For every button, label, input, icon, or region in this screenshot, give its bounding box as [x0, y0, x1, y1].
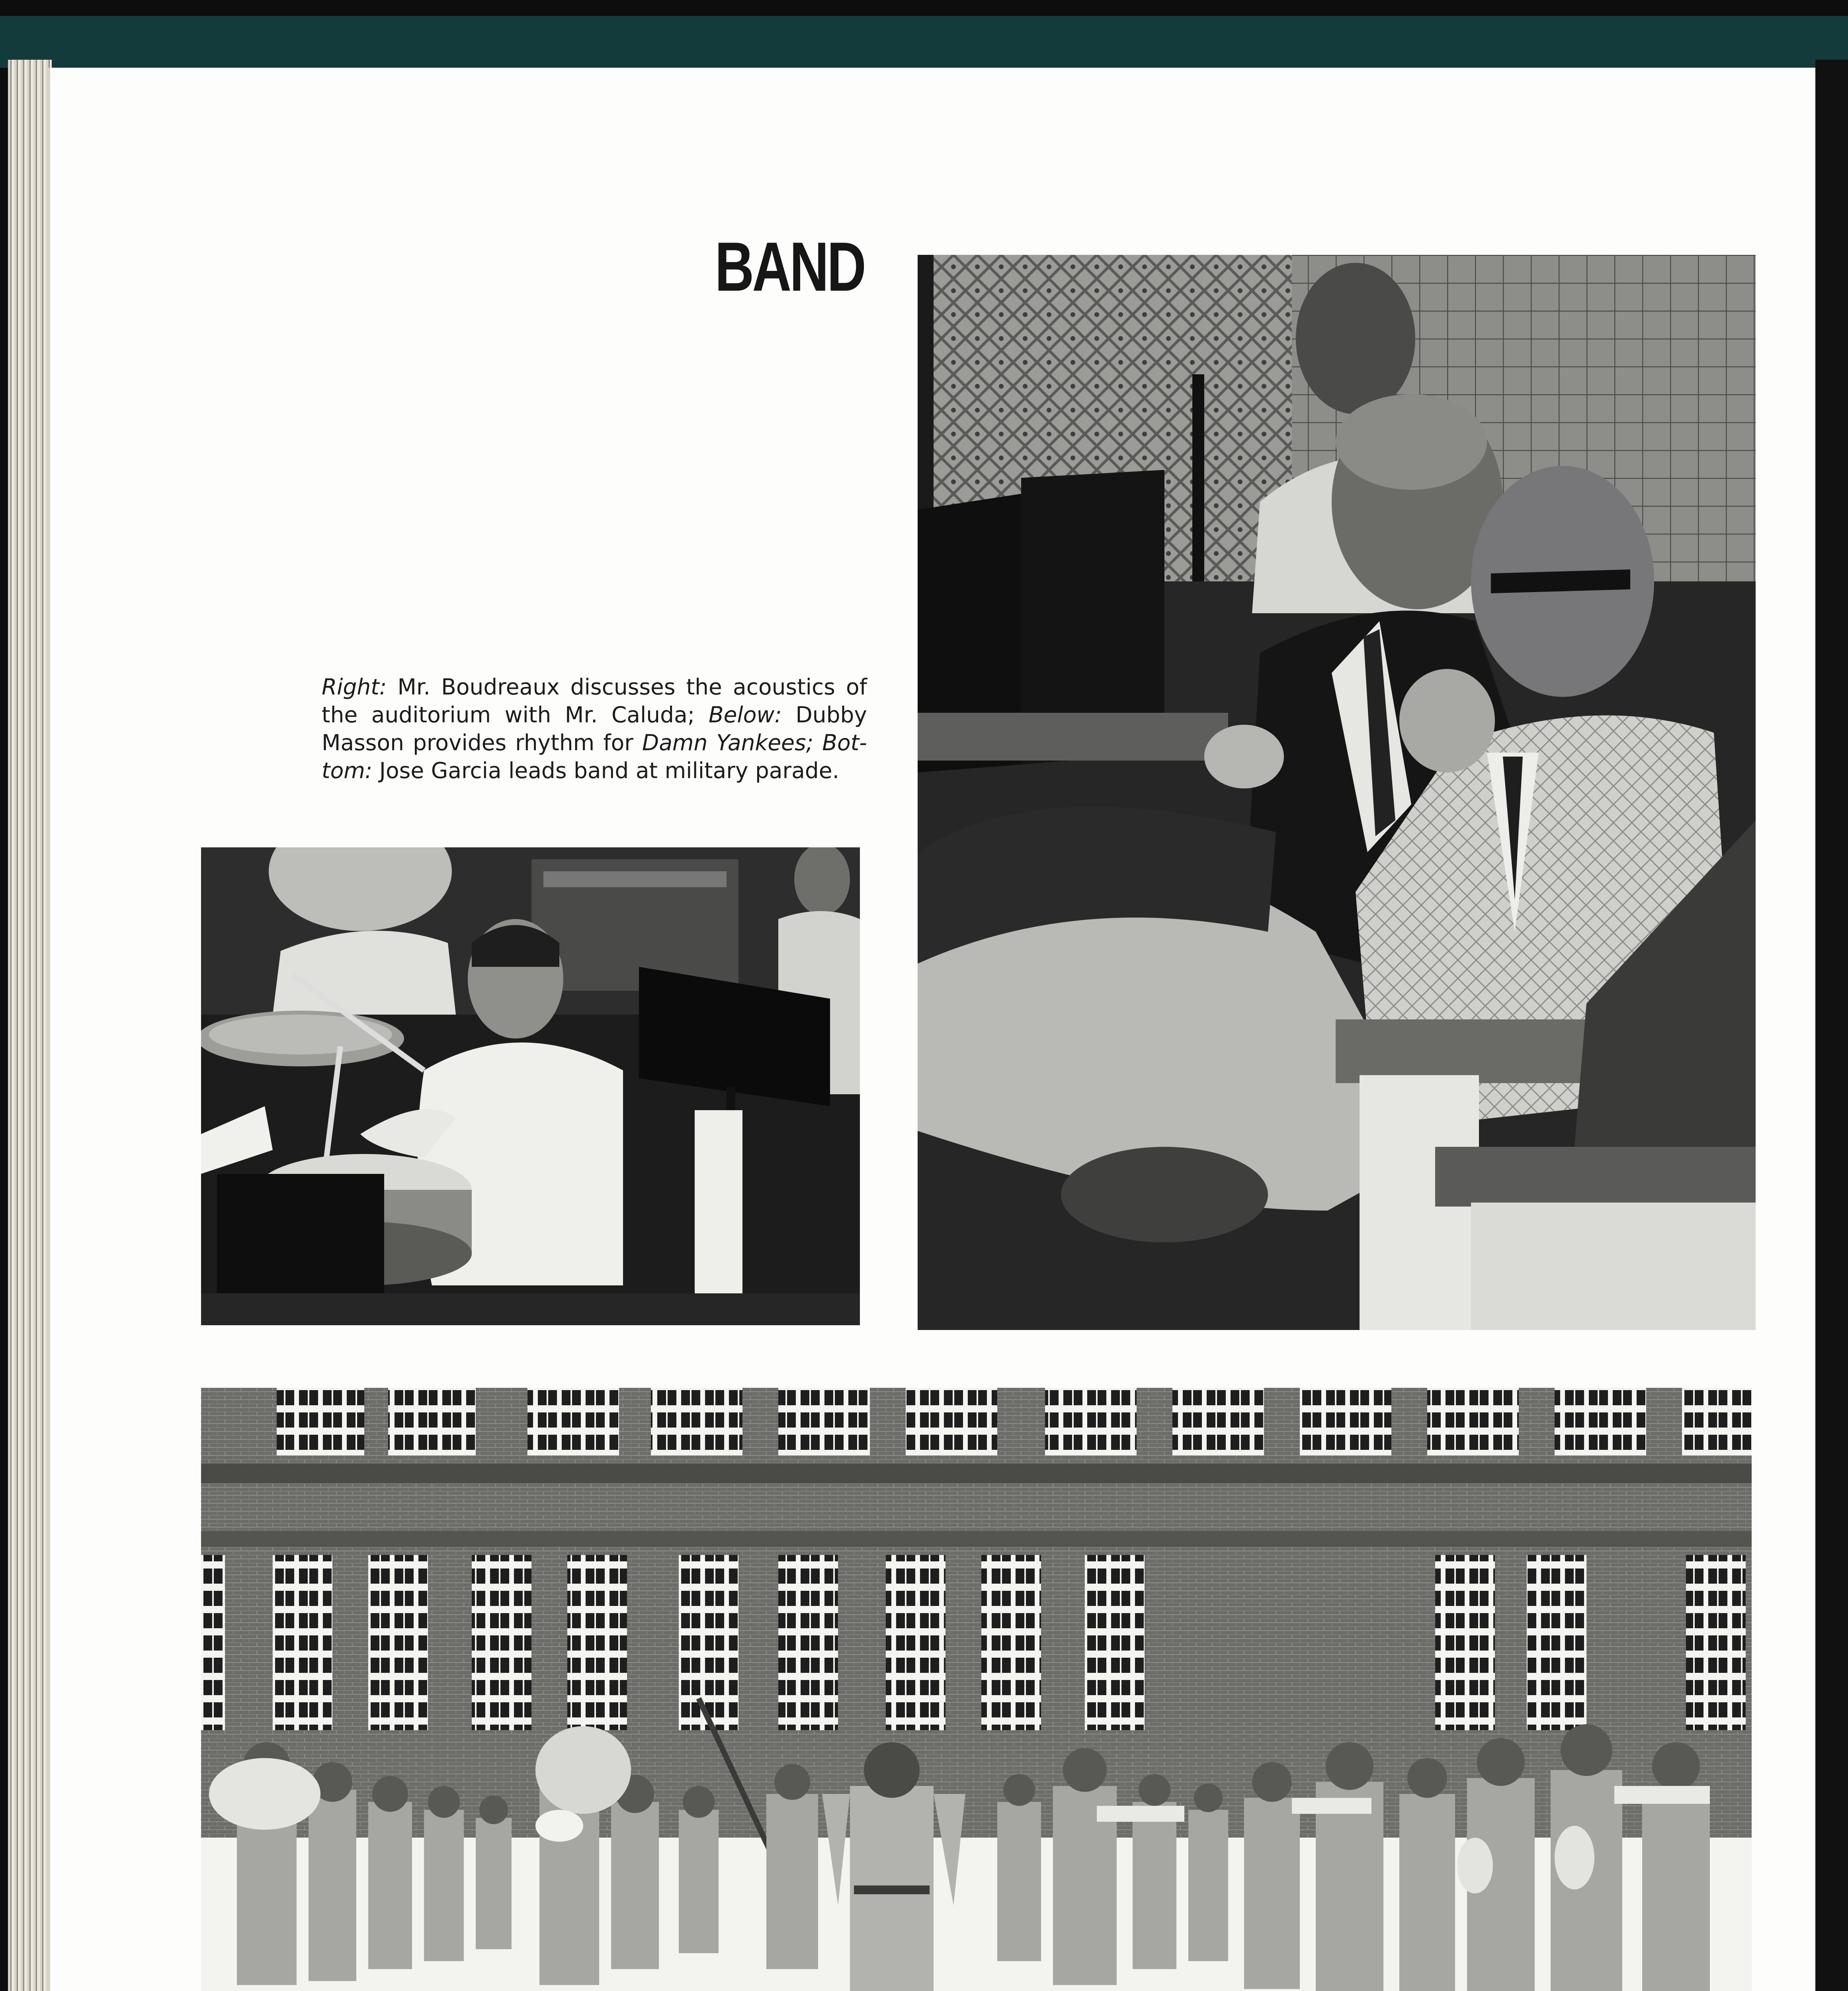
caption-right-label: Right:	[322, 674, 387, 700]
photo-drummer	[201, 847, 860, 1325]
photo-caption	[322, 673, 867, 784]
caption-bottom-label: Bot-tom:	[322, 730, 867, 783]
caption-below-label: Below:	[708, 702, 782, 728]
caption-below-text: Dubby Masson provides rhythm for	[322, 702, 867, 755]
page-title: BAND	[715, 228, 865, 306]
book-cover-edge	[0, 16, 1848, 68]
caption-bottom-text: Jose Garcia leads band at military parade.	[372, 758, 840, 783]
caption-right-text: Mr. Boudreaux discusses the acoustics of the auditorium with Mr. Caluda;	[322, 674, 867, 728]
book-binding-edge	[8, 60, 52, 1991]
photo-auditorium-discussion	[918, 255, 1756, 1330]
photo-marching-band	[201, 1388, 1752, 1991]
caption-show-title: Damn Yankees;	[642, 730, 814, 755]
right-page-edge	[1815, 60, 1848, 1991]
